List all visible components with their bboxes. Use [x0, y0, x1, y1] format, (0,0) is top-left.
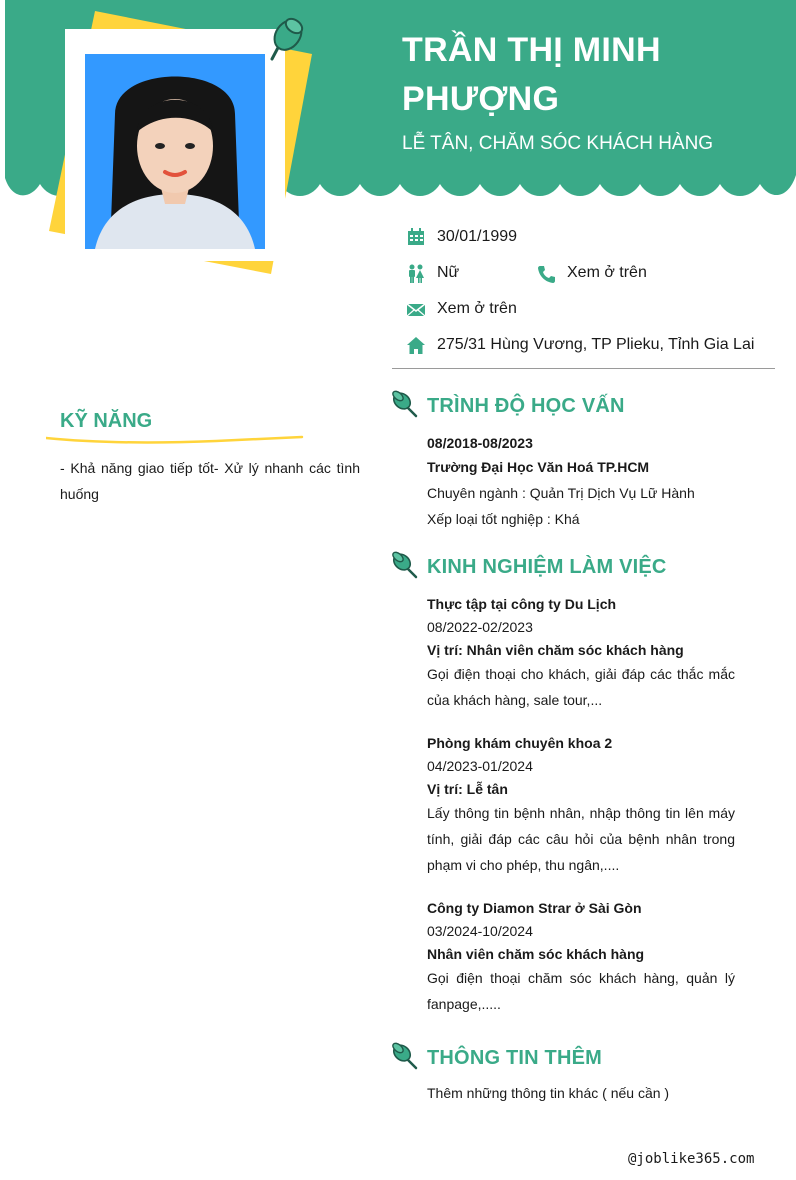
- pushpin-icon: [392, 1042, 418, 1070]
- job-period: 08/2022-02/2023: [427, 619, 533, 635]
- gender-value: Nữ: [437, 264, 460, 281]
- contact-divider: [392, 368, 775, 369]
- job-position: Nhân viên chăm sóc khách hàng: [427, 946, 645, 962]
- job-description: Lấy thông tin bệnh nhân, nhập thông tin lên máy tính, giải đáp các câu hỏi của bệnh nhân trong phạm vi cho phép, thu ngân,....: [427, 805, 735, 873]
- birthday-value: 30/01/1999: [437, 228, 518, 245]
- education-grade: Xếp loại tốt nghiệp : Khá: [427, 511, 580, 527]
- phone-value: Xem ở trên: [567, 264, 647, 281]
- education-entry: [427, 432, 735, 532]
- extra-info-text: Thêm những thông tin khác ( nếu cần ): [427, 1085, 670, 1101]
- site-watermark: @joblike365.com: [628, 1151, 755, 1167]
- job-entry: [427, 593, 735, 713]
- full-name: [402, 26, 782, 124]
- home-icon: [407, 336, 427, 356]
- skills-text: - Khả năng giao tiếp tốt- Xử lý nhanh các tình huống: [60, 460, 360, 502]
- gender-icon: [407, 264, 427, 284]
- job-period: 04/2023-01/2024: [427, 758, 533, 774]
- job-company: Phòng khám chuyên khoa 2: [427, 735, 613, 751]
- education-period: 08/2018-08/2023: [427, 435, 533, 451]
- full-name-line-1: TRẦN THỊ MINH: [402, 31, 661, 69]
- job-company: Công ty Diamon Strar ở Sài Gòn: [427, 900, 642, 916]
- experience-heading: KINH NGHIỆM LÀM VIỆC: [427, 556, 667, 578]
- job-period: 03/2024-10/2024: [427, 923, 533, 939]
- education-heading: TRÌNH ĐỘ HỌC VẤN: [427, 395, 625, 417]
- full-name-line-2: PHƯỢNG: [402, 80, 560, 118]
- address-value: 275/31 Hùng Vương, TP Plieku, Tỉnh Gia Lai: [437, 336, 755, 353]
- mail-icon: [407, 300, 427, 320]
- job-title: LỄ TÂN, CHĂM SÓC KHÁCH HÀNG: [402, 133, 714, 154]
- calendar-icon: [407, 228, 427, 248]
- job-description: Gọi điện thoại cho khách, giải đáp các thắc mắc của khách hàng, sale tour,...: [427, 666, 735, 708]
- email-value: Xem ở trên: [437, 300, 517, 317]
- pushpin-icon: [392, 551, 418, 579]
- portrait-photo: [85, 54, 265, 249]
- pushpin-icon: [392, 390, 418, 418]
- skills-underline: [46, 434, 306, 446]
- education-school: Trường Đại Học Văn Hoá TP.HCM: [427, 459, 650, 475]
- phone-icon: [537, 264, 557, 284]
- job-entry: [427, 897, 735, 1017]
- job-entry: [427, 732, 735, 878]
- job-position: Vị trí: Nhân viên chăm sóc khách hàng: [427, 642, 684, 658]
- job-description: Gọi điện thoại chăm sóc khách hàng, quản lý fanpage,.....: [427, 970, 735, 1012]
- skills-heading: KỸ NĂNG: [60, 410, 153, 432]
- education-major: Chuyên ngành : Quản Trị Dịch Vụ Lữ Hành: [427, 485, 695, 501]
- job-company: Thực tập tại công ty Du Lịch: [427, 596, 617, 612]
- extra-info-heading: THÔNG TIN THÊM: [427, 1047, 603, 1069]
- job-position: Vị trí: Lễ tân: [427, 781, 508, 797]
